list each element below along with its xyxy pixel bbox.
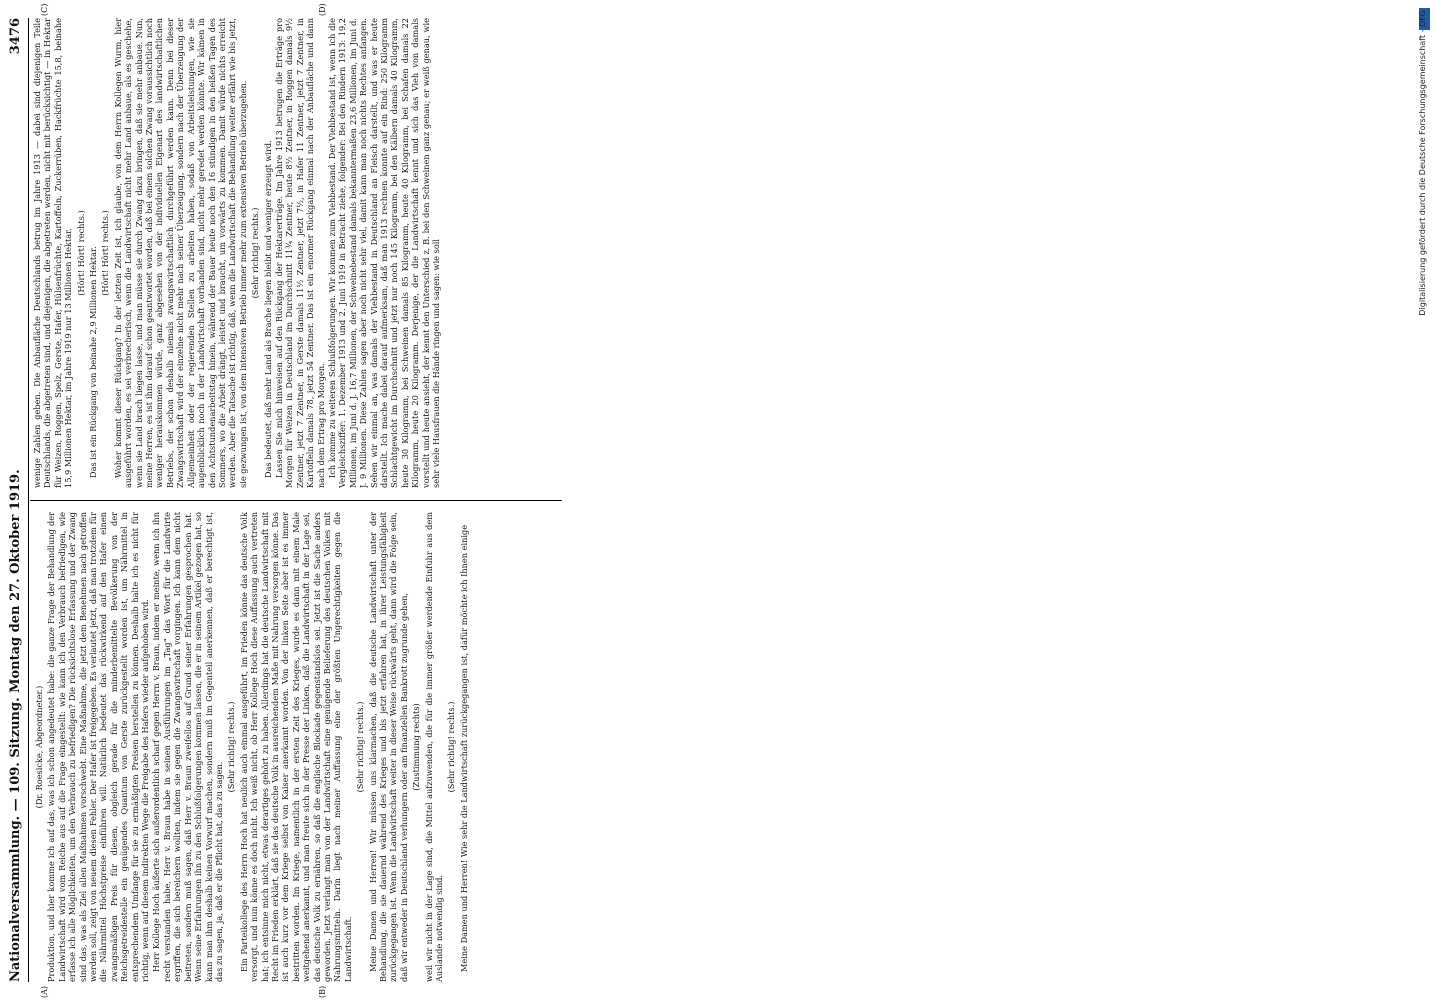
column-divider: [30, 500, 562, 501]
interjection: (Sehr richtig! rechts.): [355, 701, 366, 793]
paragraph: Lassen Sie mich hinweisen auf den Rückgang der Hektarerträge. Im Jahre 1913 betrugen die Erträge pro Morgen für Weizen in Deutschland im Durchschnitt 11¾ Zentner, heute 8½ Zentner, in Roggen damals 9½ Zentner, jetzt 7 Zentner, in Gerste damals 11½ Zentner, jetzt 7½, in Hafer 11 Zentner, jetzt 7 Zentner, in Kartoffeln damals 78, jetzt 54 Zentner. Das ist ein enormer Rückgang einmal nach der Anbaufläche und dann nach dem Ertrag pro Morgen.: [273, 18, 326, 488]
interjection: (Hört! Hört! rechts.): [75, 210, 86, 296]
paragraph: wenige Zahlen geben. Die Anbaufläche Deutschlands betrug im Jahre 1913 — dabei sind diejenigen Teile Deutschlands, die abgetreten sind, und diejenigen, die abgetreten werden, nicht mit berücksichtigt — in Hektar für Weizen, Roggen, Spelz, Gerste, Hafer, Hülsenfrüchte, Kartoffeln, Zuckerrüben, Hackfrüchte 15,8, beinahe 15,9 Millionen Hektar, im Jahre 1919 nur 13 Millionen Hektar.: [32, 18, 74, 488]
interjection: (Hört! Hört! rechts.): [100, 210, 111, 296]
page-number: 3476: [8, 18, 23, 55]
speaker-line: (Dr. Roesicke, Abgeordneter.): [34, 685, 44, 809]
margin-marker-d: (D): [318, 3, 327, 16]
margin-marker-a: (A): [40, 985, 49, 998]
header-session-title: Nationalversammlung. — 109. Sitzung. Montag den 27. Oktober 1919.: [8, 469, 23, 982]
paragraph: Produktion, und hier komme ich auf das, was ich schon angedeutet habe: die ganze Frage der Behandlung der Landwirtschaft wird vom Reiche aus auf die Frage eingestellt: wie kann ich den Verbrauch befriedigen, wie erfasse ich alle Möglichkeiten, um den Verbrauch zu befriedigen? Die rücksichtslose Erfassung und der Zwang sind das, was als Ziel allen Maßnahmen vorschwebt. Eine Maßnahme, die jetzt dem Benehmen nach getroffen werden soll, zeigt von neuem diesen Fehler. Der Hafer ist freigegeben. Es verlautet jetzt, daß man trotzdem für die Nährmittel Höchstpreise einführen will. Natürlich bedeutet das rückwirkend auf den Hafer einen zwangsmäßigen Preis für diesen, obgleich gerade für die minderbemittelte Bevölkerung von der Reichsgetreidestelle ein genügendes Quantum von Gerste zurückgestellt worden ist, um Nährmittel in entsprechendem Umfange für sie zu ermäßigten Preisen herstellen zu können. Deshalb halte ich es nicht für richtig, wenn auf diesem indirekten Wege die Freigabe des Hafers wieder aufgehoben wird.: [46, 512, 151, 982]
paragraph: Meine Damen und Herren! Wir müssen uns klarmachen, daß die deutsche Landwirtschaft unter der Behandlung, die sie dauernd während des Krieges und bis jetzt erfahren hat, in ihrer Leistungsfähigkeit zurückgegangen ist. Wenn die Landwirtschaft weiter in dieser Weise rückwärts geht, dann wird die Folge sein, daß wir entweder in Deutschland verhungern oder am finanziellen Bankrott zugrunde gehen,: [367, 512, 409, 982]
margin-marker-c: (C): [40, 3, 49, 16]
paragraph: weil wir nicht in der Lage sind, die Mittel aufzuwenden, die für die immer größer werdende Einfuhr aus dem Auslande notwendig sind.: [423, 512, 445, 982]
paragraph: Ein Parteikollege des Herrn Hoch hat neulich auch einmal ausgeführt, im Frieden könne das deutsche Volk versorgt, und nun könne es doch nicht. Ich weiß nicht, ob Herr Kollege Hoch diese Auffassung auch vertreten hat; ich entsinne mich nicht, etwas derartiges gehört zu haben. Allerdings hat die deutsche Landwirtschaft mit Recht im Frieden erklärt, daß sie das deutsche Volk in ausreichendem Maße mit Nahrung versorgen könne. Das ist auch kurz vor dem Kriege selbst von Kaiser anerkannt worden. Von der linken Seite aber ist es immer bestritten worden. Im Kriege, namentlich in der ersten Zeit des Krieges, wurde es dann mit einem Male weitgehend anerkannt, und man freute sich in der Presse der Linken, daß die Landwirtschaft in der Lage sei, das deutsche Volk zu ernähren, so daß die englische Blockade gegenstandslos sei. Jetzt ist die Sache anders geworden. Jetzt verlangt man von der Landwirtschaft eine genügende Belieferung des deutschen Volkes mit Nahrungsmitteln. Darin liegt nach meiner Auffassung eine der größten Ungerechtigkeiten gegen die Landwirtschaft.: [238, 512, 353, 982]
interjection: (Sehr richtig! rechts.): [446, 701, 457, 793]
paragraph: Herr Kollege Hoch äußerte sich außerordentlich scharf gegen Herrn v. Braun, indem er meinte, wenn ich ihn recht verstanden habe, Herr v. Braun habe in seinen Ausführungen im „Tag“ das Wort für die Landwirte ergriffen, die sich bereichern wollten, indem sie gegen die Zwangswirtschaft vorgingen. Ich kann dem nicht beitreten, sondern muß sagen, daß Herr v. Braun zweifellos auf Grund seiner Erfahrungen gesprochen hat. Wenn seine Erfahrungen ihn zu den Schlußfolgerungen kommen lassen, die er in seinem Artikel gezogen hat, so kann man ihm deshalb keinen Vorwurf machen, sondern muß im Gegenteil anerkennen, daß er berechtigt ist, das zu sagen, ja, daß er die Pflicht hat, das zu sagen.: [151, 512, 224, 982]
credit-text: Digitalisierung gefördert durch die Deutsche Forschungsgemeinschaft - DFG: [1418, 10, 1427, 316]
interjection: (Sehr richtig! rechts.): [250, 207, 261, 299]
running-header: [6, 18, 29, 982]
margin-marker-b: (B): [318, 985, 327, 998]
interjection: (Sehr richtig! rechts.): [226, 701, 237, 793]
paragraph: Woher kommt dieser Rückgang? In der letzten Zeit ist, ich glaube, von dem Herrn Kollegen Wurm, hier ausgeführt worden, es sei verbrecherisch, wenn die Landwirtschaft nicht mehr Land anbaue, als es geschehe, wenn sie Land brach liegen lasse, und man müsse sie durch Zwang dazu bringen, daß sie mehr anbaue. Nun, meine Herren, es ist ihm darauf schon geantwortet worden, daß bei einem solchen Zwang voraussichtlich noch weniger herauskommen würde, ganz abgesehen von der individuellen Eigenart des landwirtschaftlichen Betriebs, der schon deshalb niemals zwangswirtschaftlich durchgeführt werden kann. Denn bei dieser Zwangswirtschaft wird der einzelne nicht mehr nach seiner Überzeugung, sondern nach der Überzeugung der Allgemeinheit oder der regierenden Stellen zu arbeiten haben, sodaß von Arbeitsleistungen, wie sie augenblicklich noch in der Landwirtschaft vorhanden sind, nicht mehr geredet werden könnte. Wir kämen in den Achtstundenarbeitstag hinein, während der Bauer heute noch den 16 stündigen in den heißen Tagen des Sommers, wo die Arbeit drängt, leistet und braucht, um vorwärts zu kommen. Damit würde nichts erreicht werden. Aber die Tatsache ist richtig, daß, wenn die Landwirtschaft die Behandlung weiter erfährt wie bis jetzt, sie gezwungen ist, von dem intensiven Betrieb immer mehr zum extensiven Betrieb überzugehen.: [112, 18, 248, 488]
right-text-column: [32, 18, 560, 488]
interjection: (Zustimmung rechts): [411, 703, 422, 791]
paragraph: Das bedeutet, daß mehr Land als Brache liegen bleibt und weniger erzeugt wird.: [262, 140, 273, 478]
document-page: [0, 0, 566, 1000]
digitization-credit: [1418, 10, 1430, 990]
paragraph: Meine Damen und Herren! Wie sehr die Landwirtschaft zurückgegangen ist, dafür möchte ich Ihnen einige: [458, 524, 469, 972]
paragraph: Ich komme zu weiteren Schlußfolgerungen. Wir kommen zum Viehbestand. Der Viehbestand ist, wenn ich die Vergleichsziffer: 1. Dezember 1913 und 2. Juni 1919 in Betracht ziehe, folgender: Bei den Rindern 1913: 19,2 Millionen, im Juni d. J. 16,7 Millionen, der Schweinebestand damals bekanntermaßen 23,6 Millionen, im Juni d. J. 9 Millionen. Diese Zahlen sagen aber noch nicht sehr viel, damit kann man noch nichts Rechtes anfangen. Sehen wir einmal an, was damals der Viehbestand in Deutschland an Fleisch darstellt, und was er heute darstellt. Ich mache dabei darauf aufmerksam, daß man 1913 rechnen konnte auf ein Rind: 250 Kilogramm Schlachtgewicht im Durchschnitt und jetzt nur noch 145 Kilogramm, bei den Kälbern damals 40 Kilogramm, heute 30 Kilogramm, bei Schweinen damals 85 Kilogramm, heute 40 Kilogramm, bei Schafen damals 22 Kilogramm, heute 20 Kilogramm. Derjenige, der die Landwirtschaft kennt und sich das Vieh von damals vorstellt und heute ansieht, der kennt den Unterschied z. B. bei den Schweinen ganz genau; er weiß genau, wie sehr viele Hausfrauen die Hände ringen und sagen: wie soll: [326, 18, 442, 488]
left-text-column: [32, 512, 560, 982]
paragraph: Das ist ein Rückgang von beinahe 2,9 Millionen Hektar.: [88, 246, 99, 478]
